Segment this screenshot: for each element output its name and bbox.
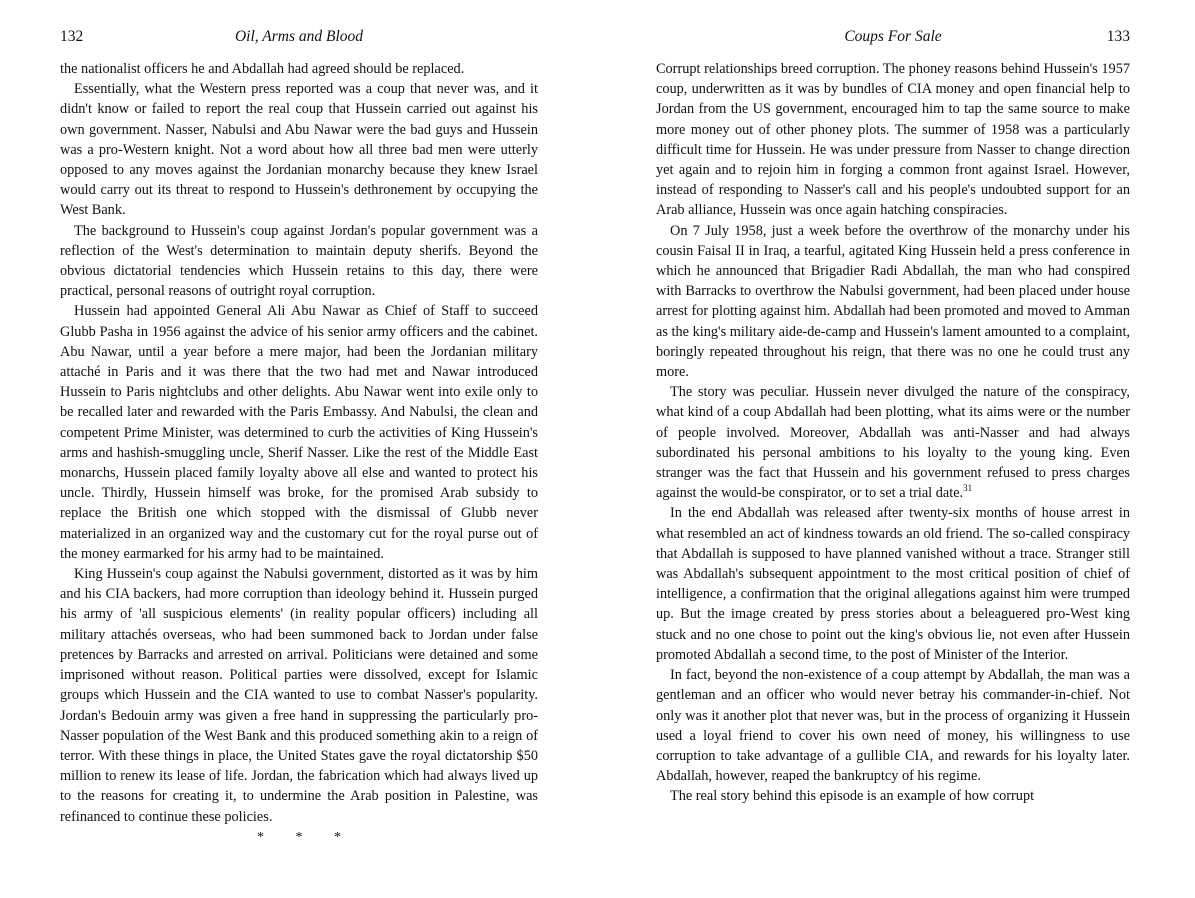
paragraph: On 7 July 1958, just a week before the overthrow of the monarchy under his cousin Faisal II in Iraq, a tearful, agitated King Hussein held a press conference in which he announced that Brigadier Radi Abdallah, the man who had conspired with Barracks to overthrow the Nabulsi government, had been placed under house arrest for plotting against him. Abdallah had been promoted and moved to Amman as the king's military aide-de-camp and Hussein's lament amounted to a complaint, boringly repeated throughout his reign, that there was no one he could trust any more. bbox=[656, 222, 1130, 381]
paragraph: the nationalist officers he and Abdallah had agreed should be replaced. bbox=[60, 61, 465, 77]
paragraph: Corrupt relationships breed corruption. The phoney reasons behind Hussein's 1957 coup, underwritten as it was by bundles of CIA money and open financial help to Jordan from the US government, encouraged him to tap the same source to make more money out of other phoney plots. The summer of 1958 was a particularly difficult time for Hussein. He was under pressure from Nasser to change direction yet again and to rejoin him in forging a common front against Israel. However, instead of responding to Nasser's call and his people's undoubted support for an Arab alliance, Hussein was once again hatching conspiracies. bbox=[656, 61, 1130, 219]
paragraph: In the end Abdallah was released after twenty-six months of house arrest in what resembled an act of kindness towards an old friend. The so-called conspiracy that Abdallah is supposed to have planned vanished without a trace. Stranger still was Abdallah's subsequent appointment to the most critical position of chief of intelligence, a confirmation that the original allegations against him were trumped up. But the image created by press stories about a beleaguered pro-West king stuck and no one chose to point out the king's obvious lie, not even after Hussein promoted Abdallah a second time, to the post of Minister of the Interior. bbox=[656, 505, 1130, 663]
paragraph: Hussein had appointed General Ali Abu Nawar as Chief of Staff to succeed Glubb Pasha in 1956 against the advice of his senior army officers and the cabinet. Abu Nawar, until a year before a mere major, had been the Jordanian military attaché in Paris and it was there that the two had met and Nawar introduced Hussein to Paris nightclubs and other delights. Abu Nawar went into exile only to be recalled later and rewarded with the Paris Embassy. And Nabulsi, the clean and competent Prime Minister, was determined to curb the activities of King Hussein's arms and hashish-smuggling uncle, Sherif Nasser. Like the rest of the Middle East monarchs, Hussein placed family loyalty above all else and wanted to protect his uncle. Thirdly, Hussein himself was broke, for the promised Arab subsidy to replace the British one which stopped with the dismissal of Glubb never materialized in an organized way and the customary cut for the royal purse out of the money earmarked for his army had to be maintained. bbox=[60, 303, 538, 562]
paragraph: The background to Hussein's coup against Jordan's popular government was a reflection of the West's determination to maintain deputy sherifs. Beyond the obvious dictatorial tendencies which Hussein retains to this day, there were practical, personal reasons of outright royal corruption. bbox=[60, 222, 538, 300]
footnote-marker: 31 bbox=[963, 483, 973, 494]
right-page-body bbox=[656, 59, 1130, 807]
running-head: Oil, Arms and Blood bbox=[234, 28, 364, 45]
paragraph bbox=[656, 382, 1130, 503]
running-head: Coups For Sale bbox=[844, 28, 942, 45]
paragraph: King Hussein's coup against the Nabulsi government, distorted as it was by him and his CIA backers, had more corruption than ideology behind it. Hussein purged his army of 'all suspicious elements' (in reality popular officers) including all military attachés overseas, who had been summoned back to Jordan under false pretences by Barracks and arrested on arrival. Politicians were detained and some imprisoned without reason. Political parties were dissolved, except for Islamic groups which Hussein and the CIA wanted to use to combat Nasser's popularity. Jordan's Bedouin army was given a free hand in suppressing the particularly pro-Nasser population of the West Bank and this produced something akin to a reign of terror. With these things in place, the United States gave the royal dictatorship $50 million to renew its lease of life. Jordan, the fabrication which had always lived up to the reasons for creating it, to undermine the Arab position in Palestine, was refinanced to continue these policies. bbox=[60, 566, 538, 825]
page-number: 132 bbox=[60, 28, 84, 45]
left-page-header bbox=[60, 28, 538, 50]
page-number: 133 bbox=[1106, 28, 1130, 45]
left-page-body bbox=[60, 59, 538, 848]
paragraph-text: The story was peculiar. Hussein never divulged the nature of the conspiracy, what kind of a coup Abdallah had been plotting, what its aims were or the number of people involved. Moreover, Abdallah was anti-Nasser and had always subordinated his personal ambitions to his loyalty to the young king. Even stranger was the fact that Hussein and his government refused to press charges against the would-be conspirator, or to set a trial date. bbox=[656, 384, 1130, 502]
paragraph: The real story behind this episode is an example of how corrupt bbox=[670, 788, 1035, 805]
section-separator: * * * bbox=[257, 829, 341, 845]
right-page-header bbox=[656, 28, 1130, 50]
paragraph: In fact, beyond the non-existence of a coup attempt by Abdallah, the man was a gentleman and an officer who would never betray his commander-in-chief. Not only was it another plot that never was, but in the process of organizing it Hussein used a loyal friend to cover his own need of money, his willingness to use corruption to take advantage of a gullible CIA, and rewards for his loyalty later. Abdallah, however, reaped the bankruptcy of his regime. bbox=[656, 667, 1130, 785]
paragraph: Essentially, what the Western press reported was a coup that never was, and it didn't know or failed to report the real coup that Hussein carried out against his own government. Nasser, Nabulsi and Abu Nawar were the bad guys and Hussein was a pro-Western knight. Not a word about how all three bad men were utterly opposed to any moves against the Jordanian monarchy because they knew Israel would carry out its threat to respond to Hussein's dethronement by occupying the West Bank. bbox=[60, 81, 538, 219]
